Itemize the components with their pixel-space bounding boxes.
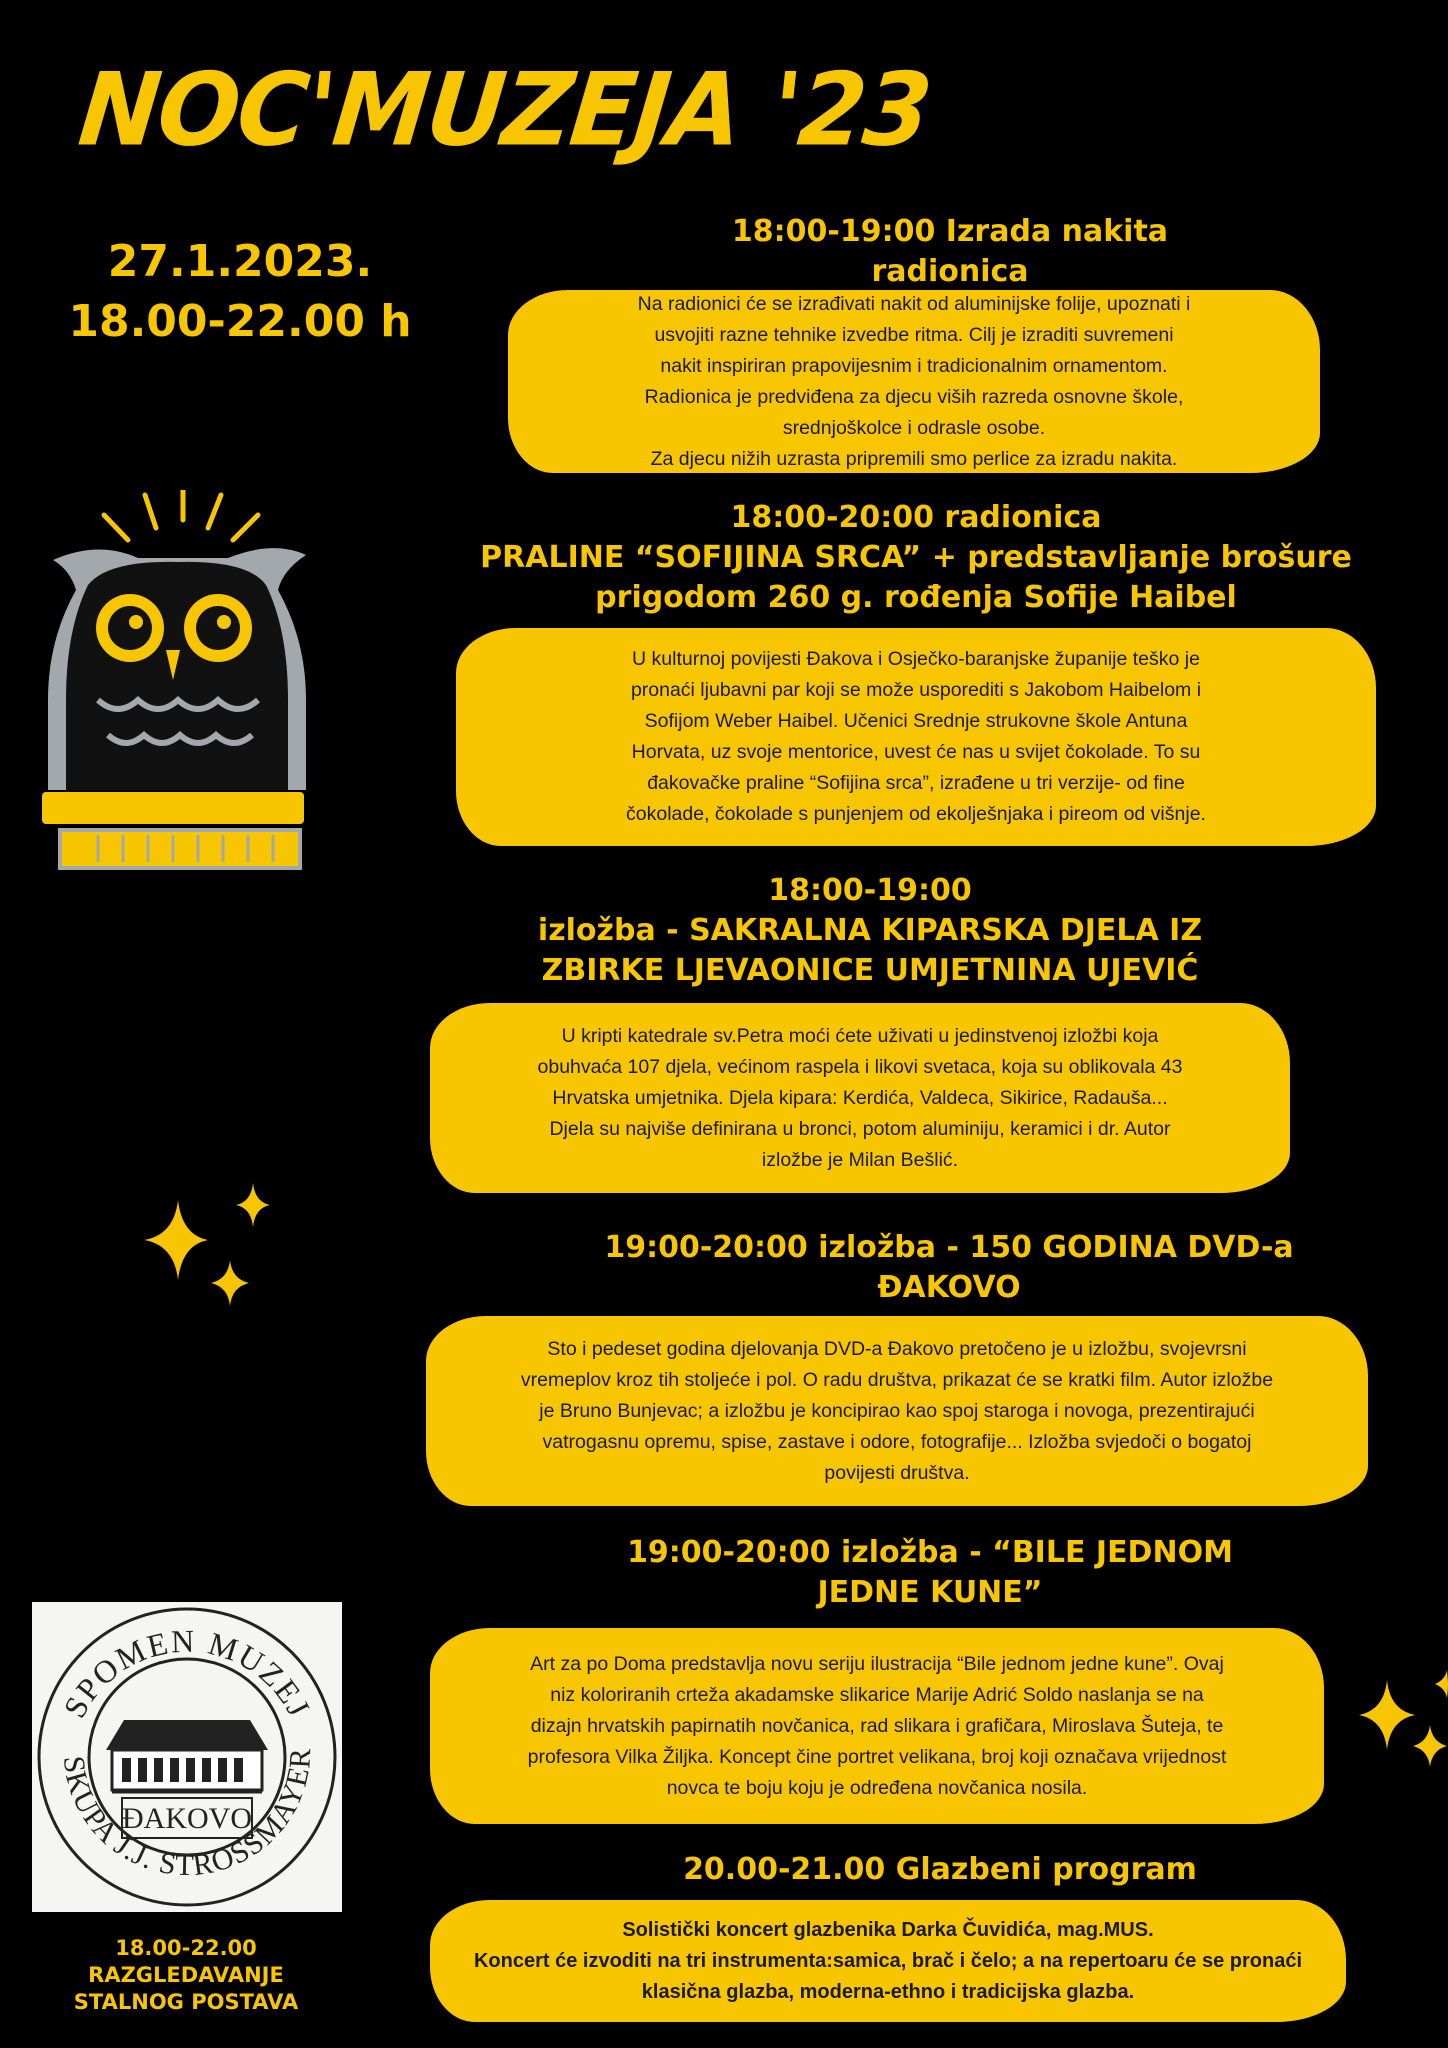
museum-seal-icon: [32, 1602, 342, 1912]
event-heading: 18:00-20:00 radionica PRALINE “SOFIJINA SRCA” + predstavljanje brošure prigodom 260 g. rođenja Sofije Haibel: [480, 500, 1352, 615]
event-heading: 19:00-20:00 izložba - 150 GODINA DVD-a ĐAKOVO: [604, 1230, 1294, 1305]
sparkle-icon: [1355, 1670, 1448, 1790]
event-description: [430, 1900, 1346, 2022]
logo-bottom-text: SKUPA J.J. STROSSMAYER: [56, 1746, 318, 1883]
event-text: Sto i pedeset godina djelovanja DVD-a Đakovo pretočeno je u izložbu, svojevrsni vremeplov kroz tih stoljeće i pol. O radu društva, prikazat će se kratki film. Autor izložbe je Bruno Bunjevac; a izložbu je koncipirao kao spoj staroga i novoga, prezentirajući vatrogasnu opremu, spise, zastave i odore, fotografije... Izložba svjedoči o bogatoj povijesti društva.: [520, 1337, 1274, 1484]
event-text: U kulturnoj povijesti Đakova i Osječko-baranjske županije teško je pronaći ljubavni par koji se može usporediti s Jakobom Haibelom i Sofijom Weber Haibel. Učenici Srednje strukovne škole Antuna Horvata, uz svoje mentorice, uvest će nas u svijet čokolade. To su đakovačke praline “Sofijina srca”, izrađene u tri verzije- od fine čokolade, čokolade s punjenjem od ekolješnjaka i pireom od višnje.: [626, 648, 1206, 825]
event-text: Na radionici će se izrađivati nakit od aluminijske folije, upoznati i usvojiti razne tehnike izvedbe ritma. Cilj je izraditi suvremeni nakit inspiriran prapovijesnim i tradicionalnim ornamentom. Radionica je predviđena za djecu viših razreda osnovne škole, srednjoškolce i odrasle osobe. Za djecu nižih uzrasta pripremili smo perlice za izradu nakita.: [637, 292, 1191, 470]
event-heading: 18:00-19:00 Izrada nakita radionica: [731, 214, 1169, 289]
event-description: [430, 1003, 1290, 1193]
event-heading: 18:00-19:00 izložba - SAKRALNA KIPARSKA DJELA IZ ZBIRKE LJEVAONICE UMJETNINA UJEVIĆ: [537, 873, 1203, 988]
event-date: [40, 232, 440, 352]
event-description: [508, 290, 1320, 473]
event-description: [430, 1628, 1324, 1824]
event-heading: 19:00-20:00 izložba - “BILE JEDNOM JEDNE KUNE”: [627, 1535, 1233, 1610]
logo-top-text: SPOMEN MUZEJ: [56, 1622, 319, 1724]
logo-center-text: ĐAKOVO: [122, 1802, 252, 1835]
owl-illustration: [38, 490, 308, 870]
time-line: 18.00-22.00 h: [68, 296, 412, 347]
event-text: Solistički koncert glazbenika Darka Čuvidića, mag.MUS. Koncert će izvoditi na tri instrumenta:samica, brač i čelo; a na repertoaru će se pronaći klasična glazba, moderna-ethno i tradicijska glazba.: [473, 1918, 1303, 2003]
event-heading: 20.00-21.00 Glazbeni program: [683, 1852, 1197, 1887]
museum-logo: [32, 1602, 342, 1912]
date-line: 27.1.2023.: [107, 236, 373, 287]
event-text: Art za po Doma predstavlja novu seriju ilustracija “Bile jednom jedne kune”. Ovaj niz koloriranih crteža akadamske slikarice Marije Adrić Soldo naslanja se na dizajn hrvatskih papirnatih novčanica, rad slikara i grafičara, Miroslava Šuteja, te profesora Vilka Žiljka. Koncept čine portret velikana, broj koji označava vrijednost novca te boju koju je određena novčanica nosila.: [527, 1652, 1227, 1799]
sparkle-icon: [138, 1180, 278, 1310]
footer-note: 18.00-22.00 RAZGLEDAVANJE STALNOG POSTAVA: [73, 1936, 299, 2014]
event-description: [456, 628, 1376, 846]
event-text: U kripti katedrale sv.Petra moći ćete uživati u jedinstvenoj izložbi koja obuhvaća 107 djela, većinom raspela i likovi svetaca, koja su oblikovala 43 Hrvatska umjetnika. Djela kipara: Kerdića, Valdeca, Sikirice, Radauša... Djela su najviše definirana u bronci, potom aluminiju, keramici i dr. Autor izložbe je Milan Bešlić.: [537, 1024, 1183, 1171]
svg-text:SPOMEN MUZEJ: [56, 1623, 318, 1724]
page-title: NOC'MUZEJA '23: [73, 51, 936, 169]
event-description: [426, 1316, 1368, 1506]
